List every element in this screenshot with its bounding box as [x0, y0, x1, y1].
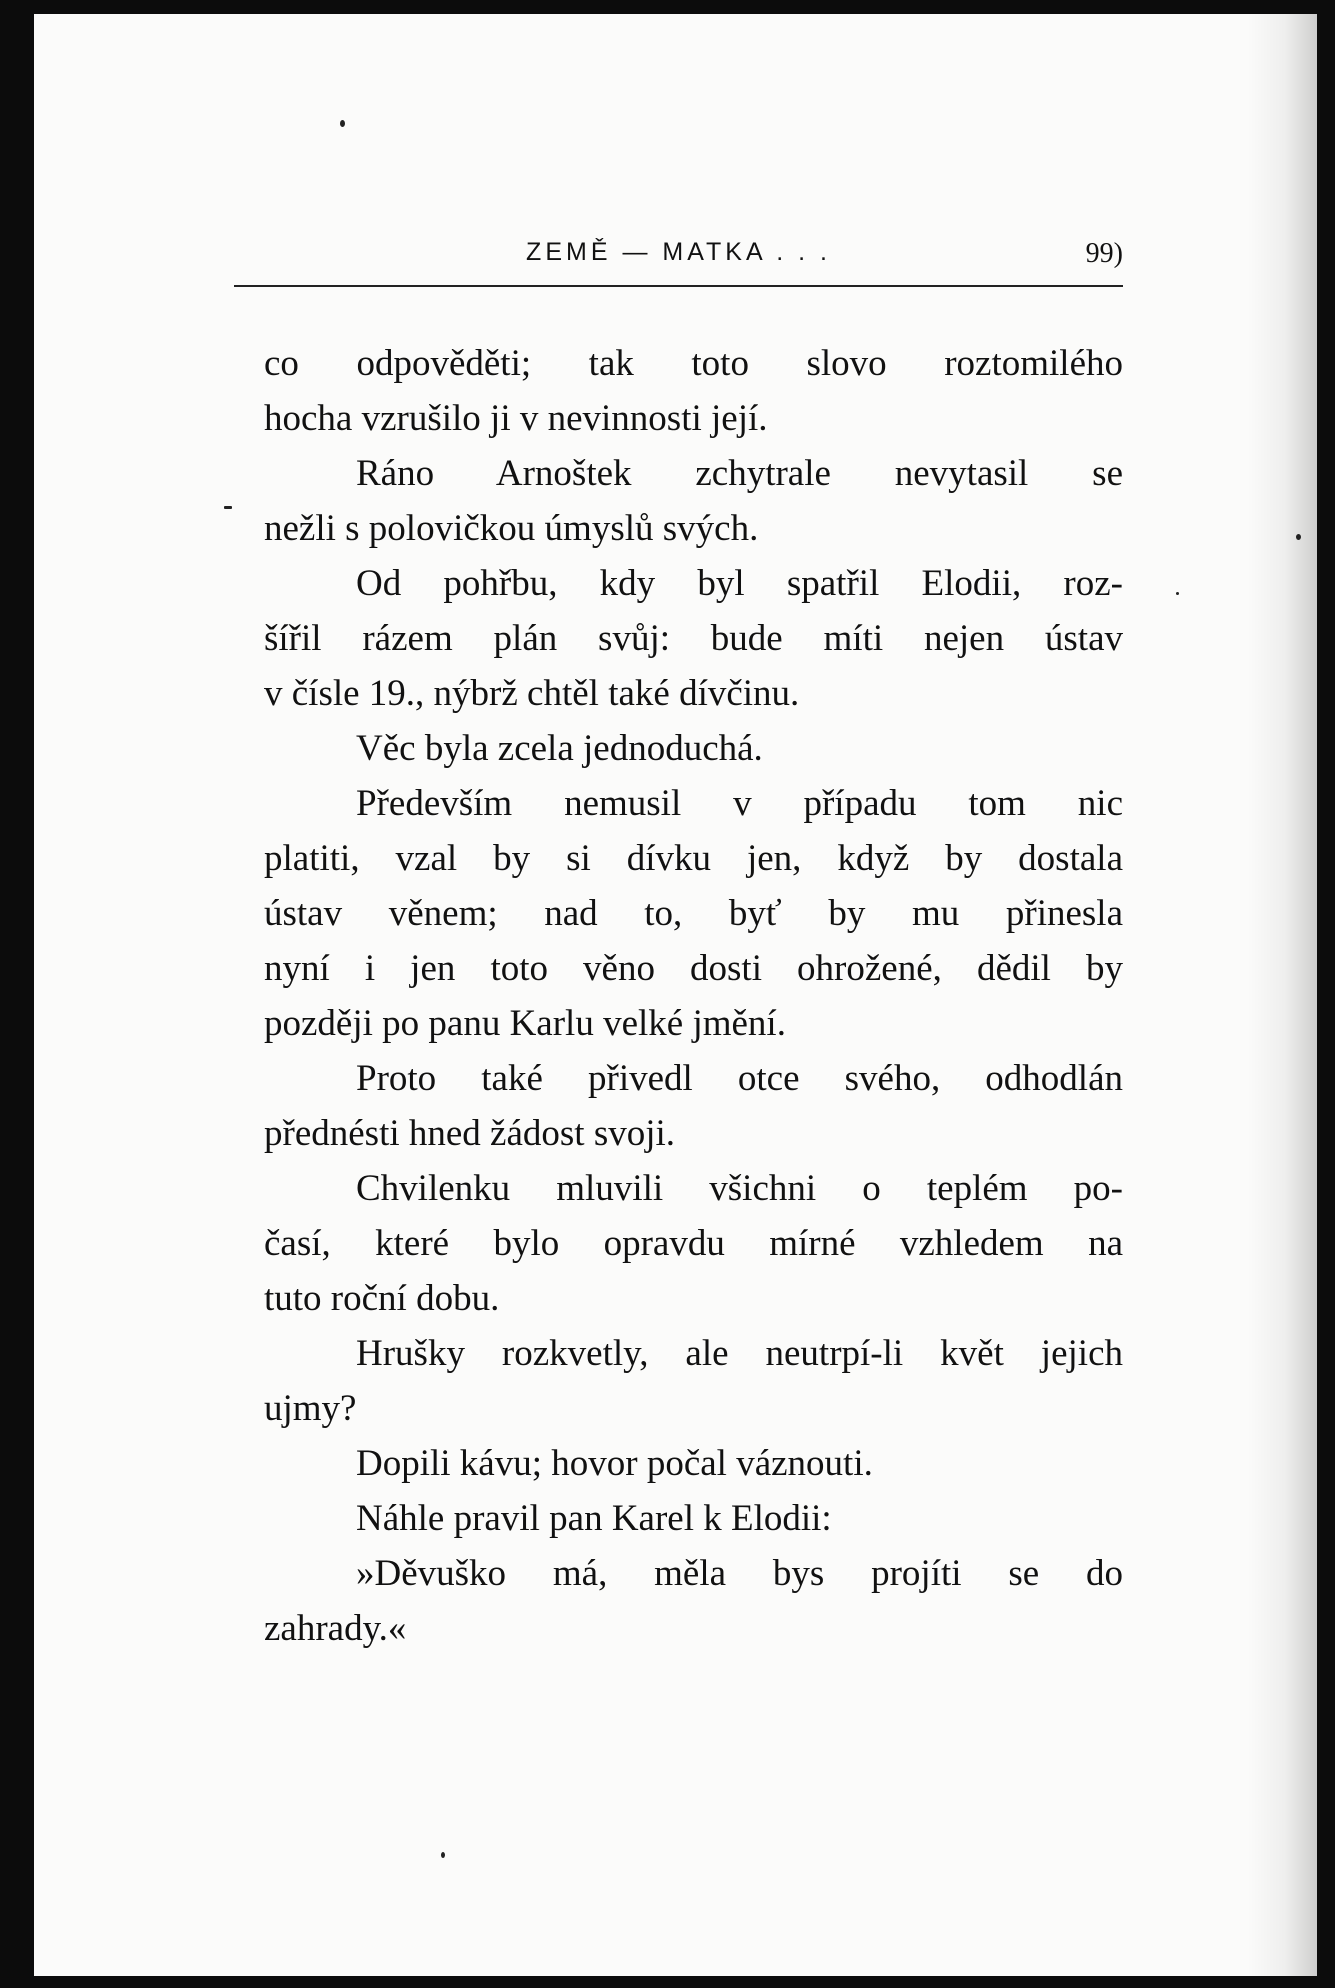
- text-line: Především nemusil v případu tom nic: [356, 783, 1123, 824]
- running-header: [234, 238, 1123, 274]
- text-line: v čísle 19., nýbrž chtěl také dívčinu.: [264, 673, 800, 714]
- text-line: Náhle pravil pan Karel k Elodii:: [356, 1498, 832, 1539]
- ink-speck: [1176, 592, 1179, 595]
- text-line: přednésti hned žádost svoji.: [264, 1113, 676, 1154]
- text-line: Proto také přivedl otce svého, odhodlán: [356, 1058, 1123, 1099]
- ink-speck: [441, 1852, 445, 1858]
- text-line: Věc byla zcela jednoduchá.: [356, 728, 763, 769]
- ink-speck: [340, 120, 345, 127]
- ink-speck: [1296, 534, 1301, 540]
- text-line: nyní i jen toto věno dosti ohrožené, dědil by: [264, 948, 1123, 989]
- spine-shadow: [1247, 14, 1317, 1976]
- text-line: šířil rázem plán svůj: bude míti nejen ústav: [264, 618, 1123, 659]
- page-number: 99): [1085, 238, 1123, 269]
- header-rule: [234, 285, 1123, 287]
- text-line: zahrady.«: [264, 1608, 407, 1649]
- text-line: časí, které bylo opravdu mírné vzhledem na: [264, 1223, 1123, 1264]
- text-line: Dopili kávu; hovor počal váznouti.: [356, 1443, 873, 1484]
- text-line: později po panu Karlu velké jmění.: [264, 1003, 786, 1044]
- ink-speck: [224, 506, 232, 509]
- text-line: Ráno Arnoštek zchytrale nevytasil se: [356, 453, 1123, 494]
- text-line: platiti, vzal by si dívku jen, když by dostala: [264, 838, 1123, 879]
- text-line: co odpověděti; tak toto slovo roztomilého: [264, 343, 1123, 384]
- text-line: »Děvuško má, měla bys projíti se do: [356, 1553, 1123, 1594]
- text-line: ústav věnem; nad to, byť by mu přinesla: [264, 893, 1123, 934]
- text-line: nežli s polovičkou úmyslů svých.: [264, 508, 759, 549]
- text-line: ujmy?: [264, 1388, 357, 1429]
- text-line: hocha vzrušilo ji v nevinnosti její.: [264, 398, 768, 439]
- text-line: Od pohřbu, kdy byl spatřil Elodii, roz-: [356, 563, 1123, 604]
- text-line: Hrušky rozkvetly, ale neutrpí-li květ jejich: [356, 1333, 1123, 1374]
- body-text: [264, 336, 1123, 1656]
- running-title: ZEMĚ — MATKA . . .: [526, 238, 831, 266]
- text-line: tuto roční dobu.: [264, 1278, 500, 1319]
- text-line: Chvilenku mluvili všichni o teplém po-: [356, 1168, 1123, 1209]
